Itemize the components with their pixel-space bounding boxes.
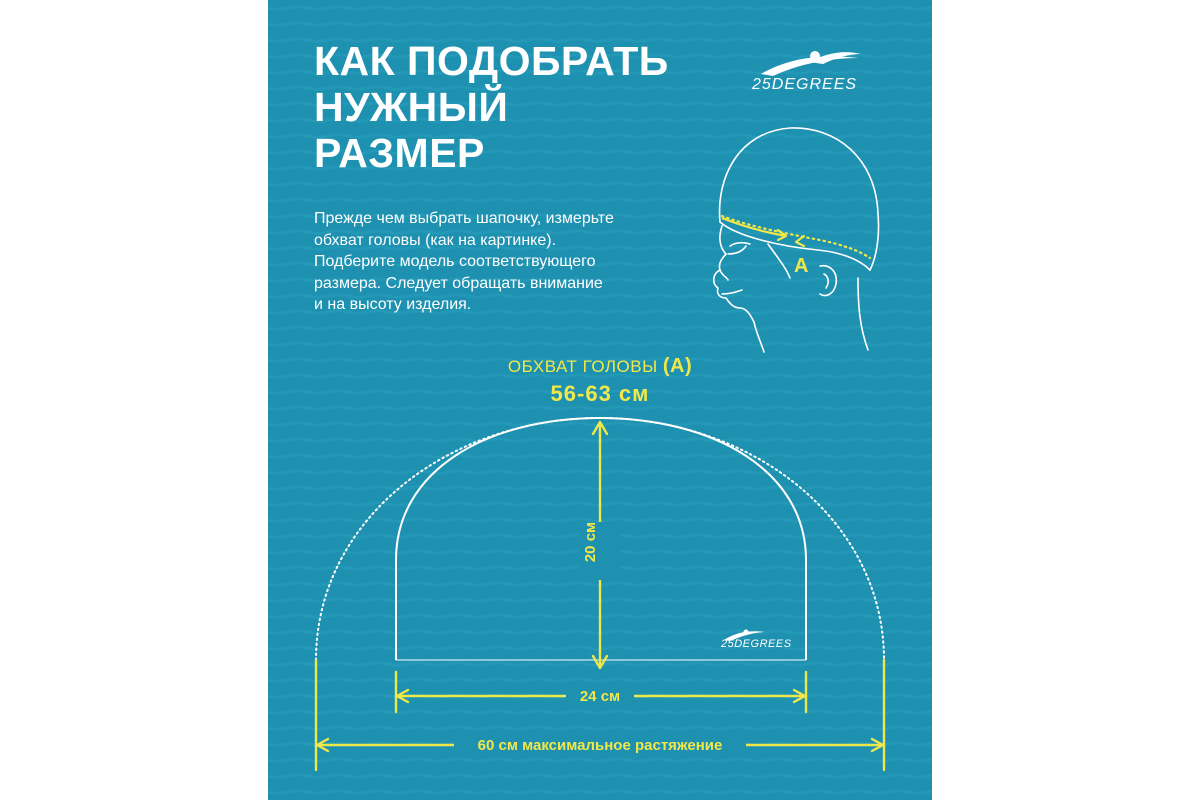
height-label xyxy=(580,522,620,580)
max-stretch-label: 60 см максимальное растяжение xyxy=(454,735,746,757)
description-line-2: обхват головы (как на картинке). xyxy=(314,231,557,249)
girth-value: 56-63 см xyxy=(550,381,650,406)
description-line-3: Подберите модель соответствующего xyxy=(314,253,596,270)
head-marker-a: A xyxy=(794,255,809,277)
girth-marker: (A) xyxy=(662,355,693,377)
size-guide-card xyxy=(268,0,932,800)
description-line-5: и на высоту изделия. xyxy=(314,296,472,313)
description-line-4: размера. Следует обращать внимание xyxy=(314,274,603,292)
cap-dimension-diagram xyxy=(268,0,932,800)
width-label: 24 см xyxy=(566,686,634,708)
girth-label-text: ОБХВАТ ГОЛОВЫ xyxy=(507,357,658,376)
description-line-1: Прежде чем выбрать шапочку, измерьте xyxy=(314,210,614,227)
brand-logo-text: 25DEGREES xyxy=(752,76,858,93)
title-line-2: НУЖНЫЙ xyxy=(314,84,509,130)
cap-logo-text: 25DEGREES xyxy=(721,638,792,650)
height-label-text: 20 см xyxy=(582,521,599,563)
title-line-1: КАК ПОДОБРАТЬ xyxy=(314,38,669,84)
title-line-3: РАЗМЕР xyxy=(314,130,485,176)
